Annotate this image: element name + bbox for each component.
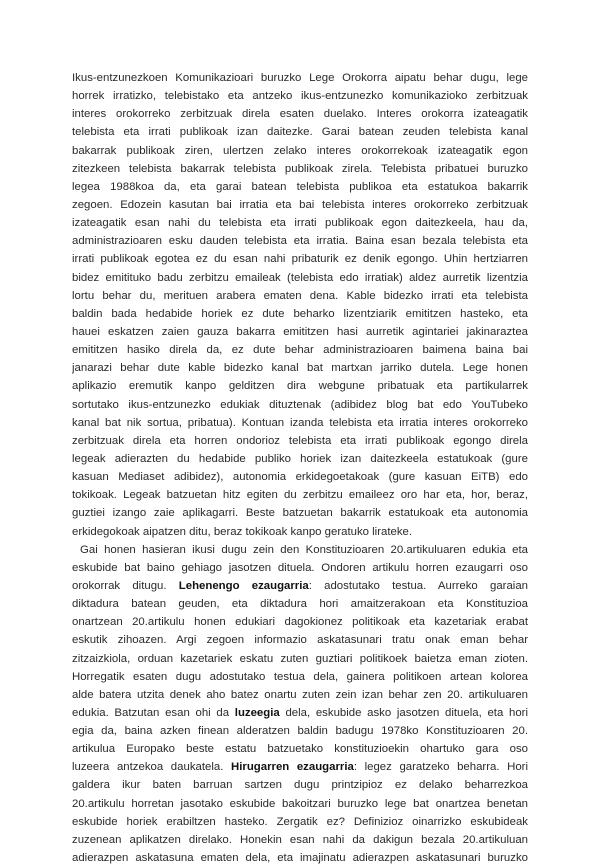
- text-line: egia da, baina azken finean alderatzen baldin badugu 1978ko Konstituzioaren 20.: [72, 725, 528, 738]
- document-page: [72, 69, 528, 867]
- text-run: : legez garatzeko beharra. Hori: [353, 761, 528, 774]
- text-line: irrati publikoak egotea ez du esan nahi pribaturik ez denik egongo. Uhin hertziarren: [72, 253, 528, 266]
- text-line: eskubide bat baino gehiago jasotzen dituela. Ondoren artikulu horren ezaugarri oso: [72, 561, 528, 574]
- text-line: guztiei izango zaie aplikagarri. Beste batzuetan bakarrik estatukoak eta autonomia: [72, 507, 528, 520]
- text-line: eskubide horiek erabiltzen hasteko. Zergatik ez? Definizioz oinarrizko eskubideak: [72, 815, 528, 828]
- text-line: zitezkeen telebista bakarrak telebista publikoak zirela. Telebista pribatuei buruzko: [72, 162, 528, 175]
- paragraph-1: [72, 69, 528, 541]
- text-line: artikulua Europako beste estatu batzuetako konstituzioekin ohartuko gara oso: [72, 743, 528, 756]
- text-line: diktadura batean geuden, eta diktadura hori amaitzerakoan eta Konstituzioa: [72, 598, 528, 611]
- text-line: zegoen. Edozein kasutan bai irratia eta bai telebista interes orokorreko zerbitzuak: [72, 198, 528, 211]
- text-line: emititzen hasiko direla da, ez dute behar administrazioaren baimena baina bai: [72, 344, 528, 357]
- text-line: tokikoak. Legeak batzuetan hitz egiten du zerbitzu emaileez oro har eta, hor, beraz,: [72, 489, 528, 502]
- text-line: baldin bada hedabide horiek ez dute beharko lizentziarik emititzen hasteko, eta: [72, 307, 528, 320]
- bold-term: Hirugarren ezaugarria: [231, 761, 354, 774]
- text-line: galdera ikur baten barruan sartzen dugu printzipioz ez delako beharrezkoa: [72, 779, 528, 792]
- text-line: Ikus-entzunezkoen Komunikazioari buruzko Lege Orokorra aipatu behar dugu, lege: [72, 72, 528, 84]
- paragraph-2: [72, 541, 528, 867]
- text-line: aplikazio eremutik kanpo gelditzen dira webgune pribatuak eta partikularrek: [72, 380, 528, 393]
- text-line: [72, 577, 528, 595]
- text-line: legea 1988koa da, eta garai batean telebista publikoa eta estatukoa bakarrik: [72, 180, 528, 193]
- text-line: eskutik zihoazen. Argi zegoen informazio askatasunari tratu onak eman behar: [72, 634, 528, 647]
- bold-term: Lehenengo ezaugarria: [178, 579, 309, 592]
- text-line: administrazioaren esku dauden telebista eta irratia. Baina esan bezala telebista eta: [72, 235, 528, 248]
- text-line: 20.artikulu horretan jasotako eskubide bakoitzari buruzko lege bat onartzea benetan: [72, 797, 528, 810]
- text-line: interes orokorreko zerbitzuak direla esaten duelako. Interes orokorra izateagatik: [72, 108, 528, 121]
- text-line: legeak adierazten du hedabide publiko horiek izan daitezkeela estatukoak (gure: [72, 452, 528, 465]
- text-line: hauei eskatzen zaien gauza bakarra emititzen hasi aurretik agintariei jakinaraztea: [72, 325, 528, 338]
- text-line: [72, 758, 528, 776]
- text-line: adierazpen askatasuna ematen dela, eta imajinatu adierazpen askatasunari buruzko: [72, 852, 528, 865]
- text-line: Horregatik esaten dugu adostutako testua dela, gainera politikoen artean kolorea: [72, 670, 528, 683]
- text-line: erkidegokoak aipatzen ditu, beraz tokikoak kanpo geratuko lirateke.: [72, 525, 413, 538]
- text-line: janarazi behar dute kable bidezko kanal bat martxan jarriko dutela. Lege honen: [72, 362, 528, 375]
- text-run: luzeera antzekoa daukatela.: [72, 761, 224, 774]
- text-line: horrek irratizko, telebistako eta antzeko ikus-entzunezko komunikazioko zerbitzuak: [72, 90, 528, 103]
- text-line: lortu behar du, merituen arabera ematen dena. Kable bidezko irrati eta telebista: [72, 289, 528, 302]
- bold-term: luzeegia: [234, 706, 280, 719]
- text-line: kanal bat nik sortua, pribatua). Kontuan izanda telebista eta irratia interes orokorreko: [72, 416, 528, 429]
- text-line: alde batera utzita denek aho batez onartu zuten zein izan behar zen 20. artikuluaren: [72, 688, 528, 701]
- text-line: Gai honen hasieran ikusi dugu zein den Konstituzioaren 20.artikuluaren edukia eta: [80, 543, 528, 556]
- text-line: sortutako ikus-entzunezko edukiak dituztenak (adibidez blog bat edo YouTubeko: [72, 398, 528, 411]
- text-run: orokorrak ditugu.: [72, 579, 167, 592]
- text-line: zitzaizkiola, orduan kazetariek eskatu zuten guztiari politikoek baietza eman zioten.: [72, 652, 528, 665]
- text-line: zerbitzuak direla eta horren ondorioz telebista eta irrati publikoak egongo direla: [72, 434, 528, 447]
- text-line: zuzenean aplikatzen direlako. Honekin esan nahi da dakigun bezala 20.artikuluan: [72, 833, 528, 846]
- text-run: dela, eskubide asko jasotzen dituela, eta hori: [285, 706, 528, 719]
- text-line: bidez emitituko badu zerbitzu emaileak (telebista edo irratiak) aldez aurretik lizentzia: [72, 271, 528, 284]
- text-run: edukia. Batzutan esan ohi da: [72, 706, 230, 719]
- text-line: izateagatik esan nahi du telebista eta irrati publikoak egon daitezkeela, hau da,: [72, 217, 528, 230]
- text-line: kasuan Mediaset adibidez), autonomia erkidegoetakoak (gure kasuan EiTB) edo: [72, 471, 528, 484]
- text-run: : adostutako testua. Aurreko garaian: [308, 579, 528, 592]
- text-line: [72, 704, 528, 722]
- text-line: telebista eta irrati publikoak izan daitezke. Garai batean zeuden telebista kanal: [72, 126, 528, 139]
- text-line: onartzean 20.artikulu honen edukiari dagokionez politikoak eta kazetariak erabat: [72, 616, 528, 629]
- text-line: bakarrak publikoak ziren, ulertzen zelako interes orokorrekoak izateagatik egon: [72, 144, 528, 157]
